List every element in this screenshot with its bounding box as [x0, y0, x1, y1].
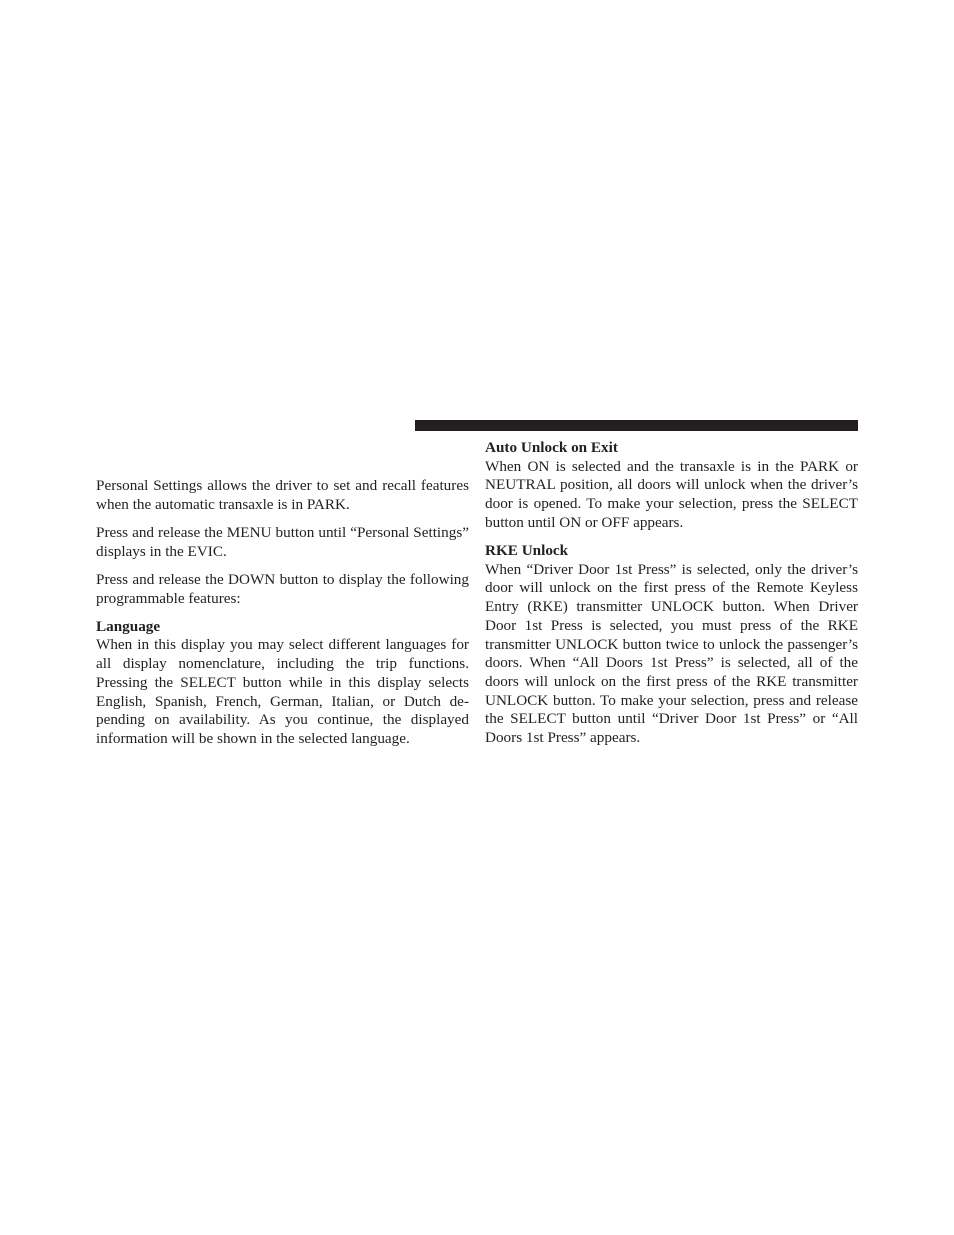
- auto-unlock-heading: Auto Unlock on Exit: [485, 439, 618, 456]
- section-header-bar: [415, 420, 858, 431]
- language-heading: Language: [96, 617, 161, 635]
- rke-unlock-section: [485, 542, 858, 748]
- language-body: When in this display you may select different languages for all display nomenclature, including the trip functions. Pressing the SELECT button while in this display selects English, Spanish, French, German, Italian, or Dutch depending on availability. As you continue, the displayed information will be shown in the selected language.: [96, 636, 469, 747]
- rke-unlock-body: When “Driver Door 1st Press” is selected, only the driver’s door will unlock on the first press of the Remote Keyless Entry (RKE) transmitter UNLOCK button. When Driver Door 1st Press is selected, you must press of the RKE transmitter UNLOCK button twice to unlock the passenger’s doors. When “All Doors 1st Press” is selected, all of the doors will unlock on the first press of the RKE transmitter UNLOCK button. To make your selection, press and release the SELECT button until “Driver Door 1st Press” or “All Doors 1st Press” appears.: [485, 560, 858, 747]
- right-column: [485, 439, 858, 757]
- language-section: [96, 618, 469, 749]
- intro-paragraph-3: Press and release the DOWN button to display the following programmable features:: [96, 570, 469, 607]
- auto-unlock-body: When ON is selected and the transaxle is in the PARK or NEUTRAL position, all doors will unlock when the driver’s door is opened. To make your selection, press the SELECT button until ON or OFF appears.: [485, 457, 858, 531]
- intro-paragraph-1: Personal Settings allows the driver to set and recall features when the automatic transaxle is in PARK.: [96, 477, 469, 513]
- left-column: [96, 477, 469, 758]
- auto-unlock-section: [485, 439, 858, 533]
- rke-unlock-heading: RKE Unlock: [485, 542, 569, 560]
- intro-paragraph-2: Press and release the MENU button until “Personal Settings” displays in the EVIC.: [96, 523, 469, 560]
